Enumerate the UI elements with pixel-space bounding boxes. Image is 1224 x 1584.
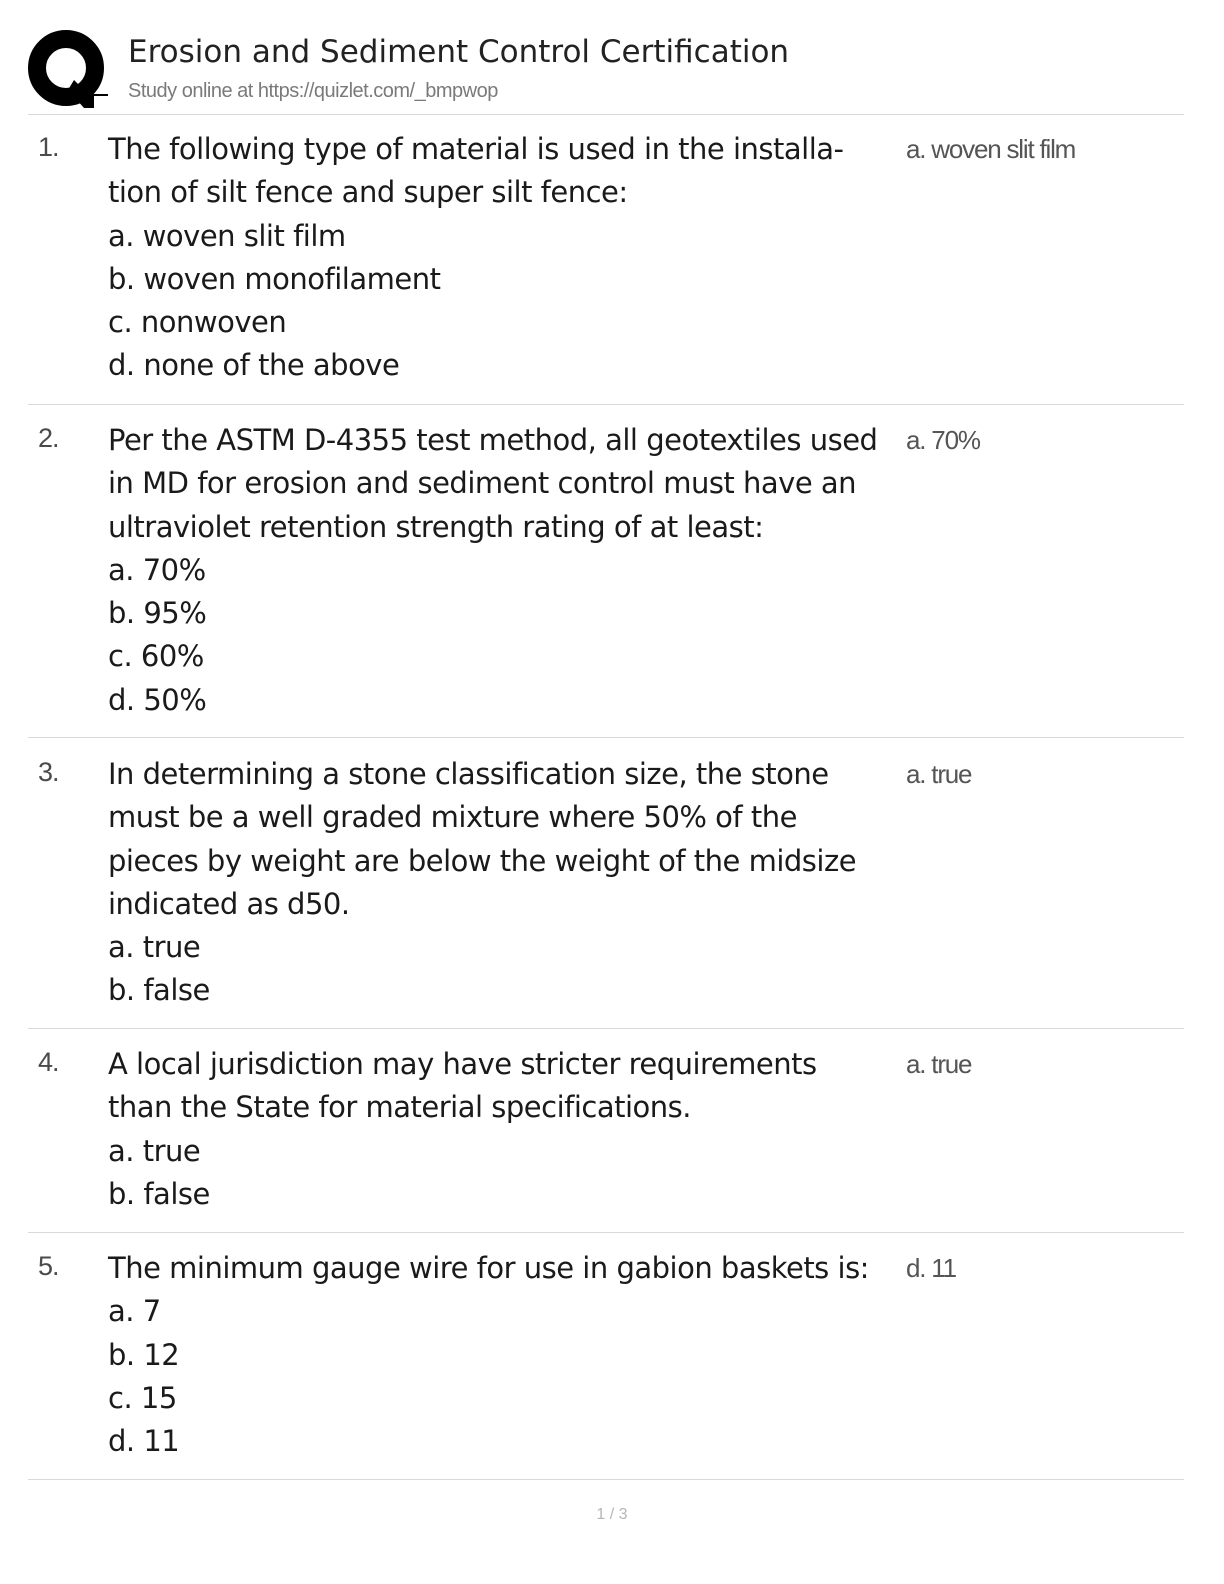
choice-line: a. 7	[108, 1294, 161, 1329]
question-line: In determining a stone classification size, the stone	[108, 757, 829, 791]
question-number: 3.	[38, 757, 59, 787]
choice-line: d. 50%	[108, 682, 207, 717]
question-line: A local jurisdiction may have stricter requirements	[108, 1047, 817, 1081]
choice-line: c. 60%	[108, 639, 204, 674]
question-text	[108, 128, 908, 388]
question-number: 1.	[38, 132, 59, 162]
question-line: Per the ASTM D-4355 test method, all geotextiles used	[108, 423, 878, 457]
choice-line: a. woven slit film	[108, 218, 346, 253]
choice-line: d. 11	[108, 1424, 180, 1459]
question-line: indicated as d50.	[108, 886, 350, 921]
question-line: The following type of material is used in the installa-	[108, 132, 844, 166]
question-number: 4.	[38, 1047, 59, 1077]
choice-line: b. false	[108, 973, 210, 1008]
question-line: than the State for material specifications.	[108, 1090, 691, 1125]
qa-item-5	[28, 1237, 1184, 1480]
question-text	[108, 753, 908, 1013]
question-line: ultraviolet retention strength rating of at least:	[108, 509, 764, 544]
qa-item-2	[28, 409, 1184, 738]
study-online-link[interactable]: Study online at https://quizlet.com/_bmpwop	[128, 80, 498, 102]
question-line: The minimum gauge wire for use in gabion baskets is:	[108, 1251, 869, 1285]
answer-text: a. true	[906, 759, 972, 789]
answer-text: a. woven slit film	[906, 134, 1076, 164]
question-line: pieces by weight are below the weight of the midsize	[108, 843, 857, 878]
qa-item-1	[28, 118, 1184, 405]
qa-item-4	[28, 1033, 1184, 1233]
page-title: Erosion and Sediment Control Certification	[128, 34, 790, 70]
question-number: 5.	[38, 1251, 59, 1281]
choice-line: b. 95%	[108, 596, 207, 631]
question-text	[108, 1043, 908, 1216]
page-header	[28, 30, 1184, 115]
question-text	[108, 1247, 908, 1463]
choice-line: a. true	[108, 1133, 201, 1168]
question-line: tion of silt fence and super silt fence:	[108, 175, 628, 210]
qa-item-3	[28, 743, 1184, 1029]
choice-line: d. none of the above	[108, 348, 400, 383]
page-number: 1 / 3	[596, 1506, 628, 1523]
question-number: 2.	[38, 423, 59, 453]
question-line: in MD for erosion and sediment control must have an	[108, 466, 857, 501]
choice-line: c. 15	[108, 1380, 177, 1415]
choice-line: b. 12	[108, 1337, 180, 1372]
answer-text: d. 11	[906, 1253, 956, 1283]
choice-line: b. false	[108, 1176, 210, 1211]
choice-line: a. 70%	[108, 552, 206, 587]
choice-line: b. woven monofilament	[108, 261, 441, 296]
choice-line: c. nonwoven	[108, 305, 287, 340]
question-line: must be a well graded mixture where 50% of the	[108, 800, 797, 835]
answer-text: a. 70%	[906, 425, 980, 455]
quizlet-logo-icon	[28, 30, 108, 108]
question-text	[108, 419, 908, 722]
answer-text: a. true	[906, 1049, 972, 1079]
choice-line: a. true	[108, 930, 201, 965]
